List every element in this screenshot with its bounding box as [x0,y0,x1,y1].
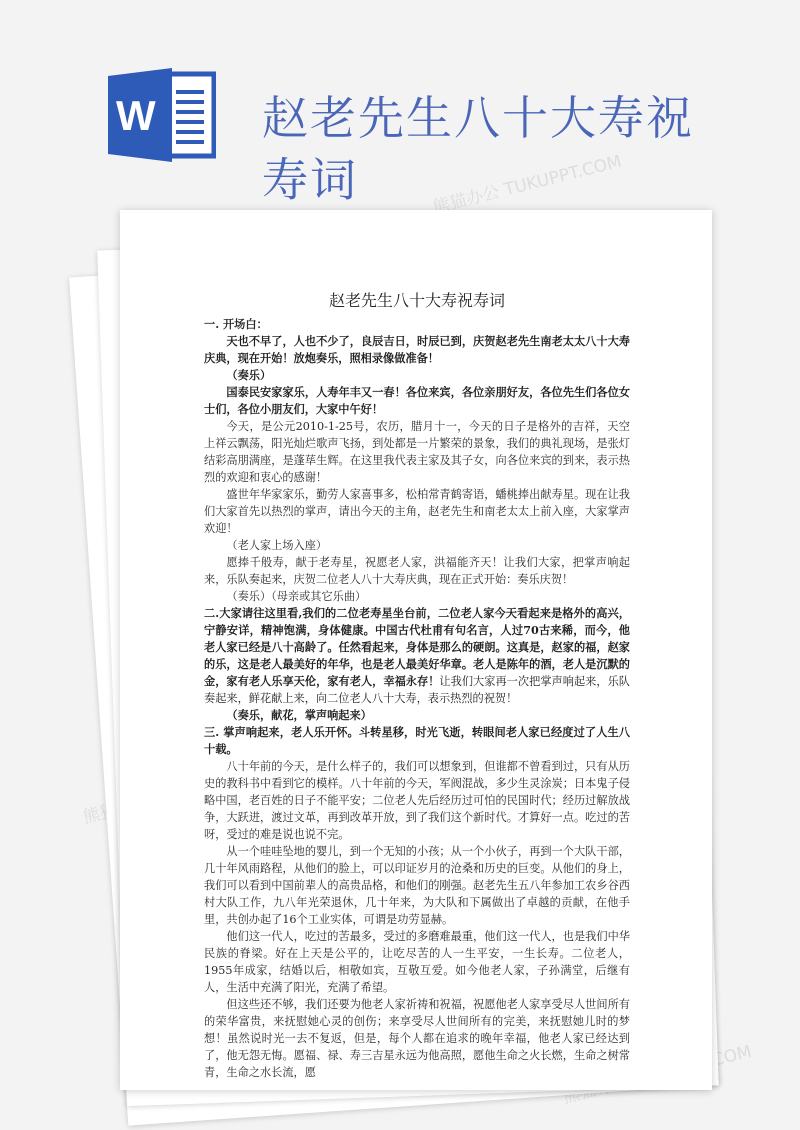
page-header [0,0,800,207]
stage-note: （奏乐）（母亲或其它乐曲） [226,590,367,603]
stage-note: （奏乐，献花，掌声响起来） [226,708,372,722]
word-document-icon [108,66,216,164]
section-two-tail: 让我们大家再一次把掌声响起来，乐队奏起来，鲜花献上来，向二位老人八十大寿，表示热烈的祝贺！ [204,675,630,705]
paragraph: 但这些还不够，我们还要为他老人家祈祷和祝福，祝愿他老人家享受尽人世间所有的荣华富贵，来抚慰她心灵的创伤；来享受尽人世间所有的完美，来抚慰她儿时的梦想！虽然说时光一去不复返，但是，每个人都在追求的晚年幸福，他老人家已经达到了，他无怨无悔。愿福、禄、寿三吉星永远为他高照，愿他生命之火长燃，生命之树常青，生命之水长流，愿 [204,998,630,1079]
watermark: 熊猫办公 TUKUPPT.COM [431,151,624,219]
paragraph: 盛世年华家家乐，勤劳人家喜事多，松柏常青鹤寄语，蟠桃捧出献寿星。现在让我们大家首先以热烈的掌声，请出今天的主角，赵老先生和南老太太上前入座，大家掌声欢迎！ [204,488,630,535]
stage-note: （奏乐） [226,368,272,382]
section-two-paragraph [204,605,630,707]
stage-note: （老人家上场入座） [226,539,328,552]
document-title: 赵老先生八十大寿祝寿词 [328,291,505,310]
section-two-bold: 二.大家请往这里看,我们的二位老寿星坐台前，二位老人家今天看起来是格外的高兴，宁静安详，精神饱满，身体健康。中国古代杜甫有句名言，人过70古来稀，而今，他老人家已经是八十高龄了。任然看起来，身体是那么的硬朗。这真是，赵家的福，赵家的乐，这是老人最美好的年华，也是老人最美好华章。老人是陈年的酒，老人是沉默的金，家有老人乐享天伦，家有老人，幸福永存！ [204,606,630,688]
page-title: 赵老先生八十大寿祝寿词 [262,90,694,207]
paragraph: 国泰民安家家乐，人寿年丰又一春！各位来宾，各位亲朋好友，各位先生们各位女士们，各位小朋友们，大家中午好！ [204,385,630,416]
paragraph: 八十年前的今天，是什么样子的，我们可以想象到，但谁都不曾看到过，只有从历史的教科书中看到它的模样。八十年前的今天，军阀混战，多少生灵涂炭；日本鬼子侵略中国，老百姓的日子不能平安；二位老人先后经历过可怕的民国时代；经历过解放战争，大跃进，渡过文革，再到改革开放，到了我们这个新时代。才算好一点。吃过的苦呀，受过的难是说也说不完。 [204,760,630,841]
paragraph: 从一个哇哇坠地的婴儿，到一个无知的小孩；从一个小伙子，再到一个大队干部，几十年风雨路程，从他们的脸上，可以印证岁月的沧桑和历史的巨变。从他们的身上，我们可以看到中国前辈人的高贵品格，和他们的刚强。赵老先生五八年参加工农乡谷西村大队工作，九八年光荣退休，几十年来，为大队和下属做出了卓越的贡献，在他手里，共创办起了16个工业实体，可谓是功劳显赫。 [204,845,630,926]
section-heading-three: 三. 掌声响起来，老人乐开怀。斗转星移，时光飞逝，转眼间老人家已经度过了人生八十载。 [204,725,630,756]
document-page [120,210,712,1090]
svg-text:W: W [116,92,156,139]
paragraph: 他们这一代人，吃过的苦最多，受过的多磨难最重，他们这一代人，也是我们中华民族的脊梁。好在上天是公平的，让吃尽苦的人一生平安，一生长寿。二位老人，1955年成家，结婚以后，相敬如宾，互敬互爱。如今他老人家，子孙满堂，后继有人，生活中充满了阳光，充满了希望。 [204,930,630,994]
document-body [204,290,630,1081]
paragraph: 天也不早了，人也不少了，良辰吉日，时辰已到，庆贺赵老先生南老太太八十大寿庆典，现在开始！放炮奏乐，照相录像做准备！ [204,334,630,365]
paragraph: 愿捧千般寿，献于老寿星，祝愿老人家，洪福能齐天！让我们大家，把掌声响起来，乐队奏起来，庆贺二位老人八十大寿庆典，现在正式开始：奏乐庆贺！ [204,556,630,586]
section-heading-opening: 一. 开场白： [204,317,268,331]
paragraph: 今天，是公元2010-1-25号，农历，腊月十一，今天的日子是格外的吉祥，天空上祥云飘荡，阳光灿烂歌声飞扬，到处都是一片繁荣的景象，我们的典礼现场，是张灯结彩高朋满座，是蓬荜生辉。在这里我代表主家及其子女，向各位来宾的到来，表示热烈的欢迎和衷心的感谢！ [204,420,630,484]
